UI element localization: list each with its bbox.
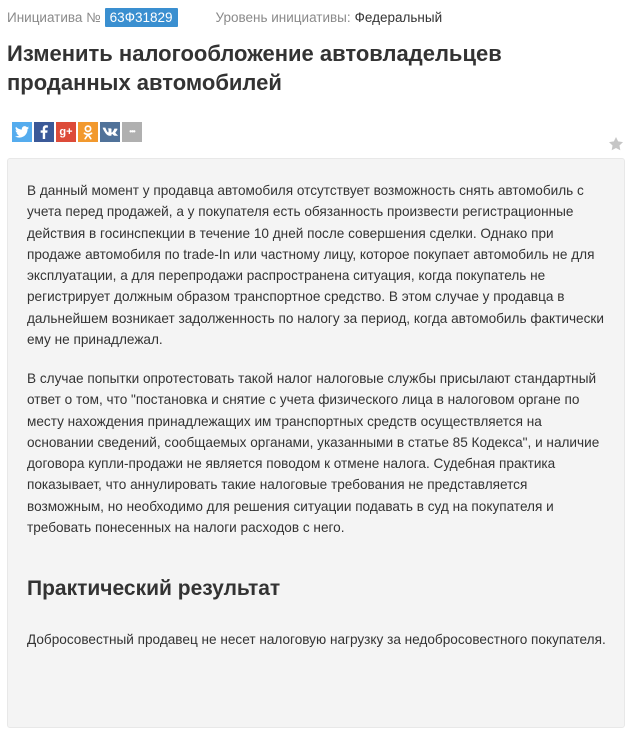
share-more-button[interactable] [122,122,142,142]
level-value: Федеральный [354,10,443,25]
level-label: Уровень инициативы: [215,10,351,25]
more-icon: ••• [129,127,135,136]
initiative-number-badge: 63Ф31829 [105,8,178,27]
description-paragraph-1: В данный момент у продавца автомобиля отсутствует возможность снять автомобиль с учета перед продажей, а у покупателя есть обязанность произвести регистрационные действия в госинспекции в течение 10 дней после совершения сделки. Однако при продаже автомобиля по trade-In или частному лицу, которое покупает автомобиль не для эксплуатации, а для перепродажи распространена ситуация, когда покупатель не регистрирует должным образом транспортное средство. В этом случае у продавца в дальнейшем возникает задолженность по налогу за период, когда автомобиль фактически ему не принадлежал. [27,183,604,348]
result-paragraph: Добросовестный продавец не несет налоговую нагрузку за недобросовестного покупателя. [27,632,606,647]
twitter-icon [15,126,29,138]
star-icon[interactable] [608,136,624,152]
odnoklassniki-icon [83,125,93,140]
share-odnoklassniki-button[interactable] [78,122,98,142]
initiative-meta [7,8,442,27]
google-plus-icon: g+ [59,125,73,138]
description-paragraph-2: В случае попытки опротестовать такой налог налоговые службы присылают стандартный ответ о том, что "постановка и снятие с учета физического лица в налоговом органе по месту нахождения принадлежащих им транспортных средств осуществляется на основании сведений, сообщаемых органами, указанными в статье 85 Кодекса", и наличие договора купли-продажи не является поводом к отмене налога. Судебная практика показывает, что аннулировать такие налоговые требования не представляется возможным, но необходимо для решения ситуации подавать в суд на покупателя и требовать понесенных на налоги расходов с него. [27,371,600,536]
share-google-plus-button[interactable] [56,122,76,142]
initiative-description [7,158,625,728]
share-facebook-button[interactable] [34,122,54,142]
share-buttons [12,122,144,142]
share-twitter-button[interactable] [12,122,32,142]
facebook-icon [40,125,48,139]
page-title: Изменить налогообложение автовладельцев проданных автомобилей [7,41,502,95]
share-vk-button[interactable] [100,122,120,142]
vk-icon [102,127,118,137]
result-section-title: Практический результат [27,577,281,600]
initiative-label: Инициатива № [7,10,101,25]
